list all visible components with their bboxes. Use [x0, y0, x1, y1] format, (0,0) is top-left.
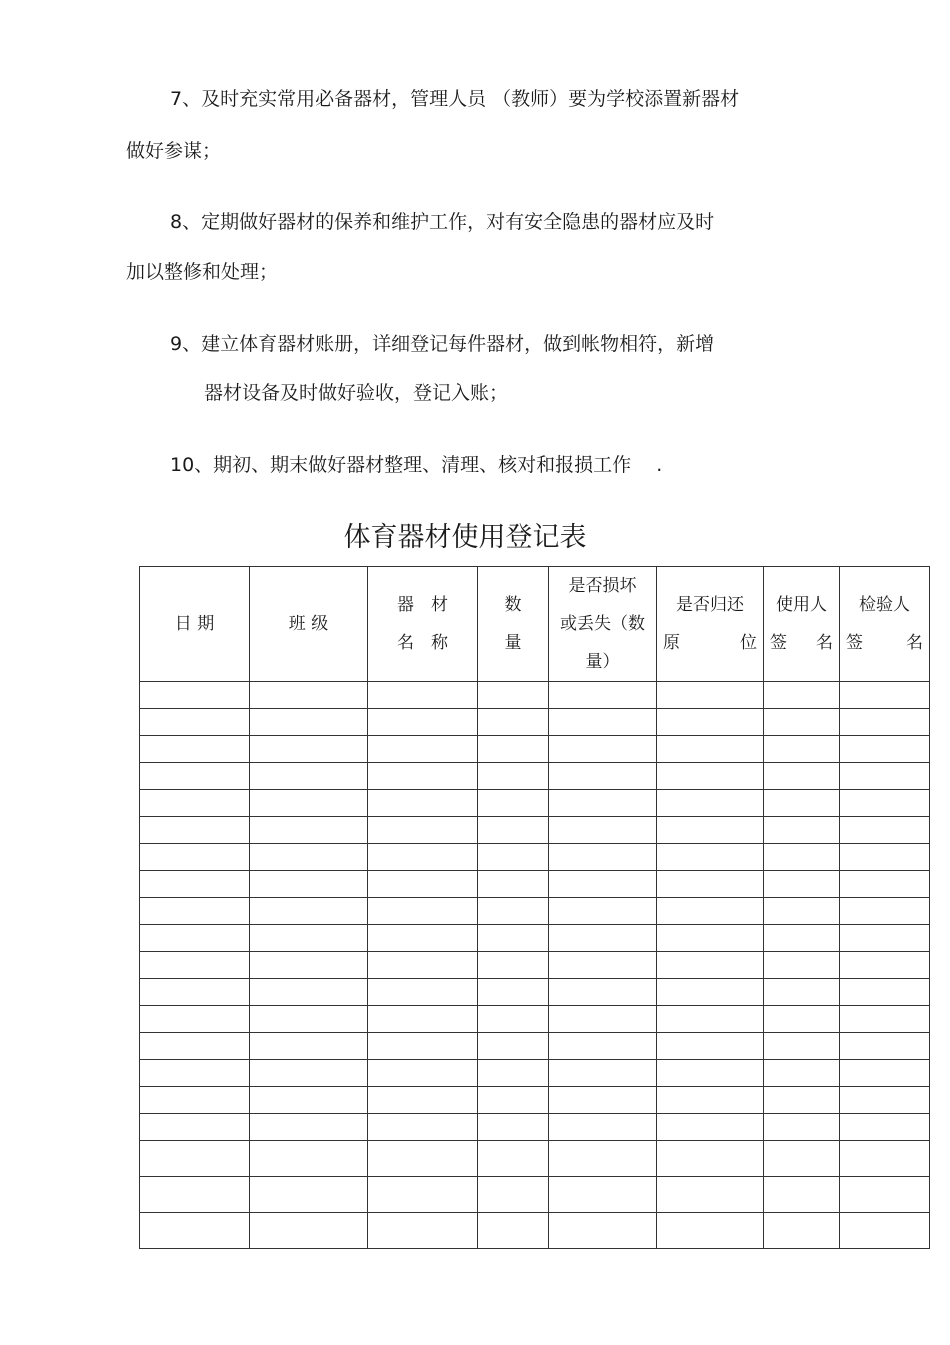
table-cell — [368, 1060, 478, 1087]
table-cell — [368, 1006, 478, 1033]
table-cell — [549, 871, 657, 898]
table-cell — [250, 763, 368, 790]
table-cell — [140, 1087, 250, 1114]
table-cell — [840, 979, 930, 1006]
table-cell — [657, 898, 764, 925]
table-cell — [840, 682, 930, 709]
table-row — [140, 925, 930, 952]
header-quantity-line-1: 数 — [504, 595, 522, 615]
header-user-signature — [764, 567, 840, 682]
table-cell — [549, 1213, 657, 1249]
header-returned-line-2: 原 位 — [663, 633, 757, 653]
table-cell — [657, 817, 764, 844]
header-date: 日 期 — [140, 567, 250, 682]
header-checker-signature — [840, 567, 930, 682]
table-cell — [140, 736, 250, 763]
table-row — [140, 1060, 930, 1087]
table-cell — [549, 736, 657, 763]
table-cell — [368, 817, 478, 844]
table-cell — [368, 682, 478, 709]
table-cell — [140, 1177, 250, 1213]
table-cell — [250, 844, 368, 871]
table-cell — [250, 682, 368, 709]
table-body — [140, 682, 930, 1249]
table-row — [140, 1141, 930, 1177]
table-cell — [840, 817, 930, 844]
table-row — [140, 817, 930, 844]
table-cell — [478, 1114, 549, 1141]
table-cell — [840, 925, 930, 952]
table-cell — [764, 1033, 840, 1060]
table-cell — [368, 925, 478, 952]
table-cell — [140, 898, 250, 925]
table-cell — [657, 709, 764, 736]
table-cell — [140, 790, 250, 817]
table-cell — [657, 1141, 764, 1177]
table-row — [140, 790, 930, 817]
paragraph-7-line-1: 7、及时充实常用必备器材，管理人员 （教师）要为学校添置新器材 — [170, 88, 740, 110]
table-cell — [549, 763, 657, 790]
table-cell — [657, 1114, 764, 1141]
header-row — [140, 567, 930, 682]
table-row — [140, 1177, 930, 1213]
table-row — [140, 844, 930, 871]
table-cell — [764, 1141, 840, 1177]
table-cell — [478, 871, 549, 898]
table-cell — [549, 790, 657, 817]
table-cell — [764, 952, 840, 979]
table-cell — [840, 1141, 930, 1177]
table-cell — [764, 1177, 840, 1213]
table-cell — [368, 790, 478, 817]
table-cell — [840, 898, 930, 925]
table-cell — [764, 709, 840, 736]
table-row — [140, 979, 930, 1006]
header-class: 班 级 — [250, 567, 368, 682]
table-cell — [549, 844, 657, 871]
table-cell — [764, 1213, 840, 1249]
header-damaged-or-lost — [549, 567, 657, 682]
table-cell — [764, 763, 840, 790]
table-cell — [140, 1033, 250, 1060]
table-cell — [368, 709, 478, 736]
table-cell — [764, 736, 840, 763]
table-cell — [478, 844, 549, 871]
header-damaged-line-3: 量） — [585, 652, 620, 672]
table-cell — [478, 1177, 549, 1213]
table-title: 体育器材使用登记表 — [343, 522, 587, 553]
header-checker-line-2: 签 名 — [846, 633, 923, 653]
table-cell — [478, 979, 549, 1006]
table-cell — [657, 925, 764, 952]
table-cell — [657, 763, 764, 790]
table-cell — [140, 817, 250, 844]
table-cell — [478, 1141, 549, 1177]
table-cell — [140, 763, 250, 790]
table-row — [140, 1087, 930, 1114]
table-cell — [657, 790, 764, 817]
table-cell — [840, 1006, 930, 1033]
table-cell — [368, 1177, 478, 1213]
table-cell — [250, 952, 368, 979]
table-cell — [250, 1141, 368, 1177]
paragraph-10: 10、期初、期末做好器材整理、清理、核对和报损工作 . — [170, 454, 663, 476]
table-cell — [368, 871, 478, 898]
table-cell — [140, 871, 250, 898]
table-cell — [478, 925, 549, 952]
table-cell — [478, 817, 549, 844]
table-cell — [549, 682, 657, 709]
table-row — [140, 763, 930, 790]
table-cell — [657, 1033, 764, 1060]
table-cell — [764, 790, 840, 817]
table-cell — [250, 898, 368, 925]
paragraph-8-line-1: 8、定期做好器材的保养和维护工作，对有安全隐患的器材应及时 — [170, 211, 715, 233]
table-cell — [368, 979, 478, 1006]
table-row — [140, 952, 930, 979]
table-cell — [764, 1006, 840, 1033]
table-cell — [764, 925, 840, 952]
table-cell — [478, 898, 549, 925]
table-cell — [368, 1033, 478, 1060]
paragraph-9-line-2: 器材设备及时做好验收，登记入账； — [204, 382, 509, 404]
table-cell — [657, 1060, 764, 1087]
table-cell — [549, 1114, 657, 1141]
table-cell — [250, 1213, 368, 1249]
table-cell — [840, 1177, 930, 1213]
table-cell — [657, 1006, 764, 1033]
table-cell — [549, 1006, 657, 1033]
table-cell — [368, 1114, 478, 1141]
header-checker-line-1: 检验人 — [859, 595, 910, 615]
table-cell — [250, 979, 368, 1006]
table-cell — [140, 844, 250, 871]
table-cell — [840, 1060, 930, 1087]
table-row — [140, 1006, 930, 1033]
table-cell — [140, 925, 250, 952]
table-cell — [250, 925, 368, 952]
table-cell — [478, 952, 549, 979]
table-row — [140, 1114, 930, 1141]
table-cell — [140, 1213, 250, 1249]
table-cell — [549, 952, 657, 979]
paragraph-9-line-1: 9、建立体育器材账册，详细登记每件器材，做到帐物相符，新增 — [170, 333, 715, 355]
header-returned — [657, 567, 764, 682]
table-cell — [549, 1087, 657, 1114]
table-cell — [840, 871, 930, 898]
header-quantity-line-2: 量 — [504, 633, 522, 653]
table-cell — [840, 1087, 930, 1114]
table-cell — [657, 1087, 764, 1114]
table-cell — [478, 682, 549, 709]
table-cell — [657, 682, 764, 709]
table-cell — [840, 1114, 930, 1141]
table-cell — [840, 844, 930, 871]
table-cell — [840, 709, 930, 736]
header-equipment-name-line-1: 器 材 — [397, 595, 448, 615]
header-equipment-name — [368, 567, 478, 682]
table-cell — [250, 871, 368, 898]
table-cell — [657, 1213, 764, 1249]
paragraph-8-line-2: 加以整修和处理； — [126, 261, 279, 283]
header-quantity — [478, 567, 549, 682]
table-cell — [140, 1060, 250, 1087]
table-cell — [657, 1177, 764, 1213]
table-cell — [368, 1141, 478, 1177]
table-cell — [250, 1114, 368, 1141]
table-row — [140, 736, 930, 763]
table-cell — [478, 1060, 549, 1087]
table-cell — [250, 817, 368, 844]
table-cell — [840, 952, 930, 979]
table-cell — [368, 1213, 478, 1249]
table-cell — [549, 1141, 657, 1177]
table-cell — [764, 682, 840, 709]
table-cell — [549, 979, 657, 1006]
table-cell — [549, 898, 657, 925]
table-cell — [140, 979, 250, 1006]
table-row — [140, 871, 930, 898]
table-cell — [478, 1006, 549, 1033]
table-cell — [549, 1177, 657, 1213]
table-cell — [657, 979, 764, 1006]
table-cell — [549, 925, 657, 952]
table-cell — [478, 736, 549, 763]
table-cell — [764, 817, 840, 844]
table-cell — [840, 763, 930, 790]
table-cell — [250, 1033, 368, 1060]
table-cell — [250, 1060, 368, 1087]
table-cell — [368, 763, 478, 790]
table-row — [140, 1033, 930, 1060]
header-user-line-1: 使用人 — [776, 595, 827, 615]
table-row — [140, 682, 930, 709]
table-cell — [140, 1141, 250, 1177]
table-cell — [657, 871, 764, 898]
table-cell — [549, 1033, 657, 1060]
table-cell — [549, 1060, 657, 1087]
table-cell — [478, 1087, 549, 1114]
table-cell — [368, 844, 478, 871]
table-cell — [764, 844, 840, 871]
table-cell — [478, 1033, 549, 1060]
table-cell — [250, 736, 368, 763]
table-cell — [250, 1006, 368, 1033]
table-cell — [140, 709, 250, 736]
table-cell — [368, 736, 478, 763]
table-cell — [250, 1087, 368, 1114]
table-row — [140, 898, 930, 925]
header-user-line-2: 签 名 — [770, 633, 833, 653]
table-cell — [368, 1087, 478, 1114]
equipment-usage-register-table — [139, 566, 930, 1249]
table-cell — [549, 817, 657, 844]
table-cell — [840, 1033, 930, 1060]
table-cell — [250, 709, 368, 736]
table-cell — [140, 682, 250, 709]
table-row — [140, 709, 930, 736]
header-damaged-line-2: 或丢失（数 — [560, 614, 645, 634]
table-cell — [657, 736, 764, 763]
table-cell — [764, 1114, 840, 1141]
table-cell — [764, 898, 840, 925]
paragraph-7-line-2: 做好参谋； — [126, 140, 222, 162]
table-cell — [140, 1114, 250, 1141]
table-cell — [368, 898, 478, 925]
table-cell — [764, 979, 840, 1006]
table-cell — [840, 790, 930, 817]
table-cell — [764, 871, 840, 898]
table-cell — [657, 952, 764, 979]
table-cell — [368, 952, 478, 979]
table-cell — [478, 790, 549, 817]
table-row — [140, 1213, 930, 1249]
table-cell — [140, 1006, 250, 1033]
table-cell — [478, 763, 549, 790]
table-cell — [140, 952, 250, 979]
header-damaged-line-1: 是否损坏 — [568, 576, 637, 596]
table-cell — [549, 709, 657, 736]
table-cell — [250, 790, 368, 817]
table-cell — [250, 1177, 368, 1213]
table-cell — [840, 736, 930, 763]
header-returned-line-1: 是否归还 — [676, 595, 744, 615]
table-cell — [840, 1213, 930, 1249]
table-cell — [478, 1213, 549, 1249]
table-cell — [764, 1060, 840, 1087]
table-cell — [657, 844, 764, 871]
table-cell — [764, 1087, 840, 1114]
header-equipment-name-line-2: 名 称 — [397, 633, 448, 653]
table-cell — [478, 709, 549, 736]
